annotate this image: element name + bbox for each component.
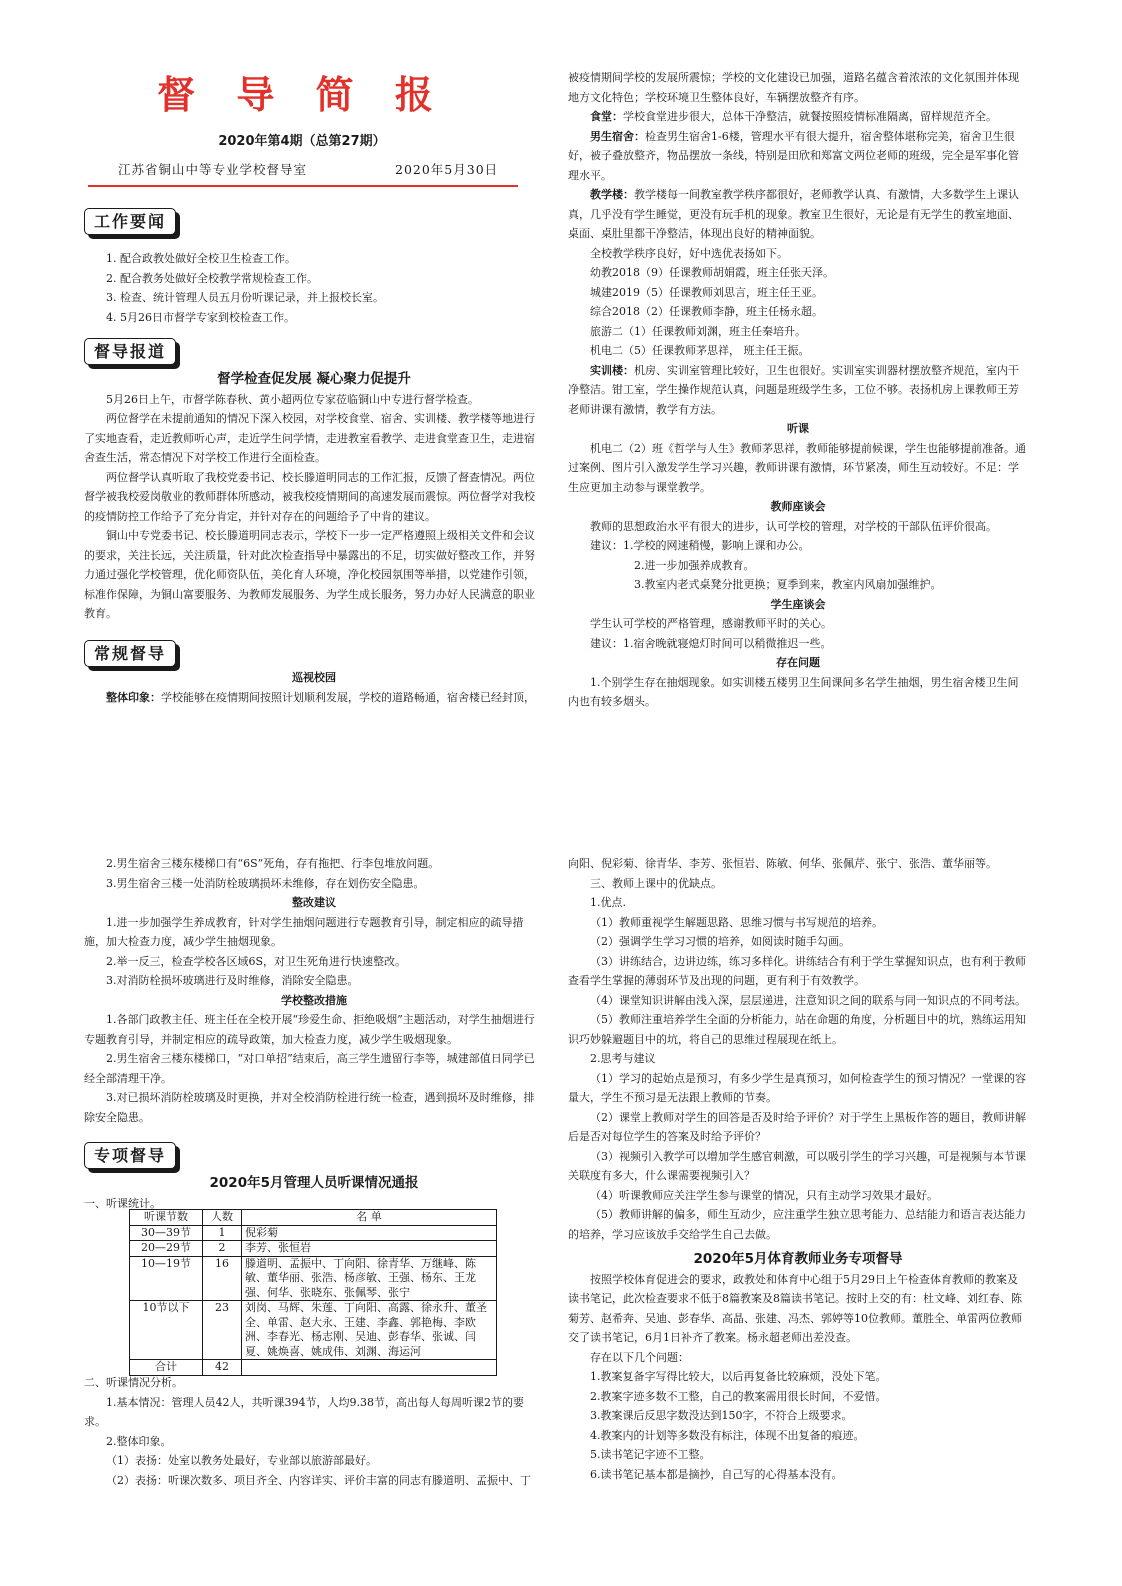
paragraph: 二、听课情况分析。 [84, 1376, 183, 1389]
masthead-title: 督 导 简 报 [157, 73, 447, 117]
table-row [130, 1241, 497, 1257]
paragraph: 被疫情期间学校的发展所震惊；学校的文化建设已加强，道路名蕴含着浓浓的文化氛围并体现地方文化特色；学校环境卫生整体良好，车辆摆放整齐有序。 [568, 71, 1019, 104]
paragraph: 2.整体印象。 [106, 1434, 172, 1448]
list-item: 2.举一反三，检查学校各区域6S，对卫生死角进行快速整改。 [106, 954, 407, 968]
table-cell: 2 [203, 1241, 242, 1257]
routine-intro [84, 668, 544, 707]
table-row [130, 1225, 497, 1241]
paragraph: 1.基本情况：管理人员42人，共听课394节，人均9.38节，高出每人每周听课2节的要求。 [84, 1395, 524, 1428]
list-item: 建议：1.学校的网速稍慢，影响上课和办公。 [590, 539, 810, 552]
list-item: 3. 检查、统计管理人员五月份听课记录，并上报校长室。 [106, 291, 384, 304]
list-item: 2.男生宿舍三楼东楼梯口有“6S”死角，存有拖把、行李包堆放问题。 [106, 857, 440, 870]
section-heading-supervision-report: 督导报道 [84, 338, 176, 365]
issues-continued [84, 854, 544, 1127]
table-cell: 20—29节 [130, 1241, 203, 1257]
label-teaching-building: 教学楼： [590, 188, 634, 201]
paragraph: 机电二（2）班《哲学与人生》教师茅思祥，教师能够提前候课，学生也能够提前准备。通过案例、图片引入激发学生学习兴趣，教师讲课有激情，环节紧凑，师生互动较好。不足：学生应更加主动参与课堂教学。 [568, 441, 1026, 494]
list-item: 3.对消防栓损坏玻璃进行及时维修，消除安全隐患。 [106, 974, 359, 987]
column-header: 人数 [203, 1210, 242, 1226]
attendance-table [129, 1209, 497, 1376]
paragraph: 教师的思想政治水平有很大的进步，认可学校的管理，对学校的干部队伍评价很高。 [590, 519, 997, 533]
subheading-school-measures: 学校整改措施 [281, 993, 347, 1007]
section-heading-routine-supervision: 常规督导 [84, 640, 176, 667]
table-cell: 42 [203, 1360, 242, 1376]
work-news-list [106, 249, 526, 327]
paragraph: 2.思考与建议 [590, 1052, 656, 1065]
list-item: （5）教师注重培养学生全面的分析能力，站在命题的角度，分析题目中的坑，熟练运用知识巧妙躲避题目中的坑，将自己的思维过程展现在纸上。 [568, 1013, 1026, 1046]
column-header: 名 单 [242, 1210, 497, 1226]
article-title: 督学检查促发展 凝心聚力促提升 [217, 371, 411, 387]
subheading-fix-suggestions: 整改建议 [292, 896, 336, 909]
routine-continued [568, 68, 1028, 712]
analysis-continued [568, 854, 1028, 1484]
list-item: 1.各部门政教主任、班主任在全校开展“珍爱生命、拒绝吸烟”主题活动，对学生抽烟进行专题教育引导，并制定相应的疏导政策，加大检查力度，减少学生吸烟现象。 [84, 1013, 535, 1046]
subheading-issues: 存在问题 [776, 656, 820, 669]
canteen-text: 学校食堂进步很大，总体干净整洁，就餐按照疫情标准隔离，留样规范齐全。 [623, 110, 997, 123]
list-item: 4. 5月26日市督学专家到校检查工作。 [106, 310, 295, 324]
table-cell: 30—39节 [130, 1225, 203, 1241]
paragraph: 全校教学秩序良好，好中选优表扬如下。 [590, 246, 788, 260]
subheading-student-forum: 学生座谈会 [770, 597, 826, 611]
table-cell: 1 [203, 1225, 242, 1241]
list-item: 3.教室内老式桌凳分批更换；夏季到来，教室内风扇加强维护。 [634, 578, 942, 591]
list-item: 旅游二（1）任课教师刘渊，班主任秦培升。 [590, 324, 806, 338]
masthead-issue: 2020年第4期（总第27期） [218, 134, 386, 149]
table-row [130, 1256, 497, 1301]
training-text: 机房、实训室管理比较好，卫生也很好。实训室实训器材摆放整齐规范，室内干净整洁。钳工室，学生操作规范认真，问题是班级学生多，工位不够。表扬机房上课教师王芳老师讲课有激情，教学有方法。 [568, 363, 1019, 416]
list-item: 2.教案字迹多数不工整，自己的教案需用很长时间，不爱惜。 [590, 1389, 887, 1403]
paragraph: 5月26日上午，市督学陈春秋、黄小超两位专家莅临铜山中专进行督学检查。 [106, 392, 479, 406]
table-header-row [130, 1210, 497, 1226]
table-cell: 16 [203, 1256, 242, 1301]
paragraph: 存在以下几个问题： [590, 1350, 689, 1364]
subheading-lesson-observation: 听课 [787, 422, 809, 435]
list-item: （5）教师讲解的偏多，师生互动少，应注重学生独立思考能力、总结能力和语言表达能力的培养，学习应该放手交给学生自己去做。 [568, 1208, 1026, 1241]
paragraph: 铜山中专党委书记、校长滕道明同志表示，学校下一步一定严格遵照上级相关文件和会议的要求，关注长远，关注质量，针对此次检查指导中暴露出的不足，切实做好整改工作，并努力通过强化学校管理，优化师资队伍，美化育人环境，净化校园氛围等举措，以党建作引领，标准作保障，为铜山富要服务、为教师发展服务、为学生成长服务，努力办好人民满意的职业教育。 [84, 529, 535, 620]
article-title: 2020年5月管理人员听课情况通报 [209, 1175, 419, 1191]
list-item: 5.读书笔记字迹不工整。 [590, 1448, 711, 1461]
list-item: 综合2018（2）任课教师李静，班主任杨永超。 [590, 305, 823, 318]
list-item: 1.教案复备字写得比较大，以后再复备比较麻烦，没处下笔。 [590, 1370, 887, 1383]
list-item: 机电二（5）任课教师茅思祥， 班主任王振。 [590, 344, 810, 357]
table-cell: 10—19节 [130, 1256, 203, 1301]
table-cell: 10节以下 [130, 1301, 203, 1360]
paragraph: 三、教师上课中的优缺点。 [590, 876, 722, 890]
list-item: 2. 配合教务处做好全校教学常规检查工作。 [106, 271, 318, 285]
subheading-campus-patrol: 巡视校园 [292, 671, 336, 684]
label-training-building: 实训楼： [590, 363, 634, 377]
list-item: 3.教案课后反思字数没达到150字，不符合上级要求。 [590, 1409, 853, 1422]
table-cell: 刘岗、马辉、朱莲、丁向阳、高露、徐永升、董圣全、单雷、赵大永、王建、李鑫、郭艳梅、李欧洲、李春光、杨志刚、吴迪、彭春华、张诚、闫夏、姚焕喜、姚成伟、刘渊、海运河 [242, 1301, 497, 1360]
article-title: 2020年5月体育教师业务专项督导 [693, 1251, 903, 1267]
masthead-org: 江苏省铜山中等专业学校督导室 [118, 162, 308, 177]
dorm-text: 检查男生宿舍1-6楼，管理水平有很大提升，宿舍整体堪称完美，宿舍卫生很好，被子叠放整齐，物品摆放一条线，特别是田欣和郑富文两位老师的班级，完全是军事化管理水平。 [568, 129, 1019, 182]
list-item: 6.读书笔记基本都是摘抄，自己写的心得基本没有。 [590, 1467, 843, 1481]
paragraph: （2）表扬：听课次数多、项目齐全、内容详实、评价丰富的同志有滕道明、孟振中、丁 [106, 1473, 531, 1487]
masthead-divider [88, 185, 518, 187]
list-item: 3.男生宿舍三楼一处消防栓玻璃损坏未维修，存在划伤安全隐患。 [106, 876, 425, 890]
section-heading-work-news: 工作要闻 [84, 208, 176, 235]
attendance-analysis [84, 1373, 544, 1490]
paragraph: 1.个别学生存在抽烟现象。如实训楼五楼男卫生间课间多名学生抽烟，男生宿舍楼卫生间内也有较多烟头。 [568, 675, 1019, 708]
list-item: （1）学习的起始点是预习，有多少学生是真预习，如何检查学生的预习情况？一堂课的容量大，学生不预习是无法跟上教师的节奏。 [568, 1071, 1026, 1104]
attendance-report [84, 1174, 544, 1213]
table-cell: 李芳、张恒岩 [242, 1241, 497, 1257]
paragraph: 两位督学认真听取了我校党委书记、校长滕道明同志的工作汇报，反馈了督查情况。两位督学被我校爱岗敬业的教师群体所感动，被我校疫情期间的高速发展而震惊。两位督学对我校的疫情防控工作给予了充分肯定，并针对存在的问题给予了中肯的建议。 [84, 470, 535, 523]
subheading-teacher-forum: 教师座谈会 [770, 500, 826, 513]
table-row [130, 1301, 497, 1360]
list-item: （4）听课教师应关注学生参与课堂的情况，只有主动学习效果才最好。 [590, 1188, 938, 1202]
column-header: 听课节数 [130, 1210, 203, 1226]
section-heading-special-supervision: 专项督导 [84, 1142, 176, 1169]
list-item: 2.进一步加强养成教育。 [634, 558, 755, 572]
paragraph: 学生认可学校的严格管理，感谢教师平时的关心。 [590, 617, 832, 630]
list-item: 1. 配合政教处做好全校卫生检查工作。 [106, 252, 296, 265]
table-cell: 合计 [130, 1360, 203, 1376]
list-item: 城建2019（5）任课教师刘思言，班主任王亚。 [590, 285, 823, 299]
label-canteen: 食堂： [590, 110, 623, 123]
list-item: （3）视频引入教学可以增加学生感官刺激，可以吸引学生的学习兴趣，可是视频与本节课关联度有多大，什么课需要视频引入？ [568, 1149, 1026, 1182]
paragraph: 一、听课统计。 [84, 1196, 161, 1210]
list-item: （4）课堂知识讲解由浅入深，层层递进，注意知识之间的联系与同一知识点的不同考法。 [590, 993, 1026, 1007]
paragraph: 两位督学在未提前通知的情况下深入校园，对学校食堂、宿舍、实训楼、教学楼等地进行了实地查看，走近教师听心声，走近学生问学情，走进教室看教学、走进食堂查卫生，走进宿舍查生活，常态情况下对学校工作进行全面检查。 [84, 412, 535, 464]
list-item: 2.男生宿舍三楼东楼梯口，“对口单招”结束后，高三学生遗留行李等，城建部值日同学已经全部清理干净。 [84, 1052, 535, 1085]
list-item: （2）课堂上教师对学生的回答是否及时给予评价？对于学生上黑板作答的题目，教师讲解后是否对每位学生的答案及时给予评价？ [568, 1110, 1026, 1143]
label-overall: 整体印象： [106, 690, 161, 704]
paragraph: 按照学校体育促进会的要求，政教处和体育中心组于5月29日上午检查体育教师的教案及读书笔记，此次检查要求不低于8篇教案及8篇读书笔记。按时上交的有：杜文峰、刘红春、陈菊芳、赵希奔、吴迪、彭春华、高晶、张建、冯杰、郭婷等10位教师。董胜全、单雷两位教师交了读书笔记，6月1日补齐了教案。杨永超老师出差没查。 [568, 1272, 1022, 1344]
list-item: 幼教2018（9）任课教师胡娟霞，班主任张天泽。 [590, 266, 834, 279]
list-item: （2）强调学生学习习惯的培养，如阅读时随手勾画。 [590, 935, 850, 948]
list-item: 3.对已损坏消防栓玻璃及时更换，并对全校消防栓进行统一检查，遇到损坏及时维修，排除安全隐患。 [84, 1091, 535, 1124]
teaching-text: 教学楼每一间教室教学秩序都很好，老师教学认真、有激情，大多数学生上课认真，几乎没有学生睡觉，更没有玩手机的现象。教室卫生很好，无论是有无学生的教室地面、桌面、桌肚里都干净整洁，体现出良好的精神面貌。 [568, 188, 1019, 240]
list-item: （3）讲练结合，边讲边练，练习多样化。讲练结合有利于学生掌握知识点，也有利于教师查看学生掌握的薄弱环节及出现的问题，更有利于有效教学。 [568, 954, 1026, 987]
paragraph: 1.优点. [590, 896, 626, 909]
paragraph: 向阳、倪彩菊、徐青华、李芳、张恒岩、陈敏、何华、张佩芹、张宁、张浩、董华丽等。 [568, 857, 997, 870]
table-cell: 滕道明、孟振中、丁向阳、徐青华、万继峰、陈敏、董华丽、张浩、杨彦敏、王强、杨东、王龙强、何华、张晓东、张佩琴、张宁 [242, 1256, 497, 1301]
table-cell: 23 [203, 1301, 242, 1360]
list-item: 4.教案内的计划等多数没有标注，体现不出复备的痕迹。 [590, 1428, 865, 1442]
list-item: 1.进一步加强学生养成教育，针对学生抽烟问题进行专题教育引导，制定相应的疏导措施，加大检查力度，减少学生抽烟现象。 [84, 915, 524, 948]
paragraph: 建议：1.宿舍晚就寝熄灯时间可以稍微推迟一些。 [590, 636, 832, 650]
masthead-date: 2020年5月30日 [395, 162, 499, 177]
overall-text: 学校能够在疫情期间按照计划顺利发展，学校的道路畅通，宿舍楼已经封顶， [161, 690, 535, 704]
list-item: （1）教师重视学生解题思路、思维习惯与书写规范的培养。 [590, 915, 883, 929]
paragraph: （1）表扬：处室以教务处最好，专业部以旅游部最好。 [106, 1454, 377, 1467]
report-article [84, 370, 544, 624]
label-boys-dorm: 男生宿舍： [590, 129, 645, 143]
table-cell: 倪彩菊 [242, 1225, 497, 1241]
